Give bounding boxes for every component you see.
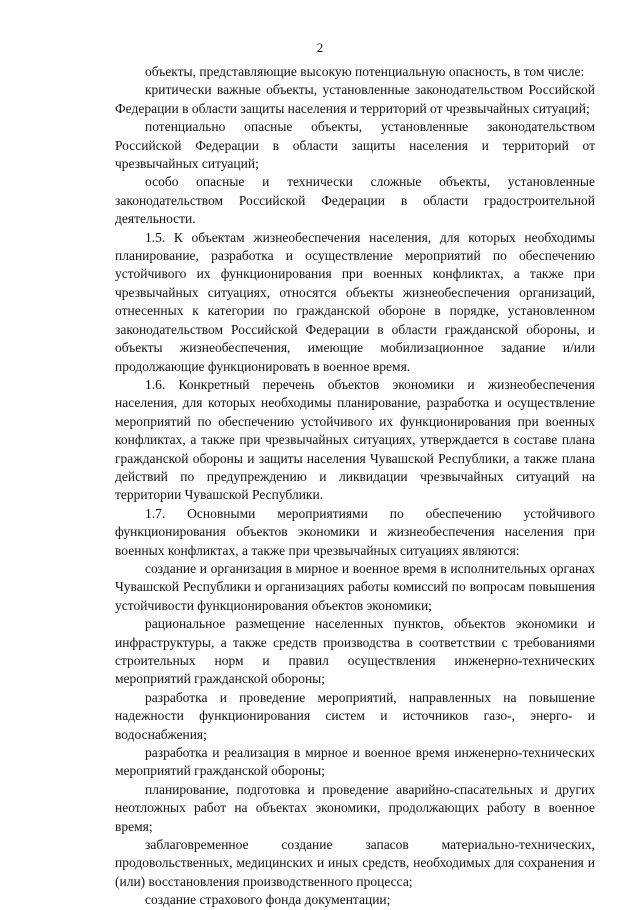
paragraph: 1.5. К объектам жизнеобеспечения населения, для которых необходимы планирование, разработка и осуществление мероприятий по обеспечению устойчивого их функционирования при военных конфликтах, а также при чрезвычайных ситуациях, относятся объекты жизнеобеспечения организаций, отнесенных к категории по гражданской обороне в порядке, установленном законодательством Российской Федерации в области гражданской обороны, и объекты жизнеобеспечения, имеющие мобилизационное задание и/или продолжающие функционировать в военное время. [115,229,595,374]
paragraph: планирование, подготовка и проведение аварийно-спасательных и других неотложных работ на объектах экономики, продолжающих работу в военное время; [115,781,595,834]
paragraph: создание и организация в мирное и военное время в исполнительных органах Чувашской Республики и организациях работы комиссий по вопросам повышения устойчивости функционирования объектов экономики; [115,560,595,613]
paragraph: 1.7. Основными мероприятиями по обеспечению устойчивого функционирования объектов экономики и жизнеобеспечения населения при военных конфликтах, а также при чрезвычайных ситуациях являются: [115,505,595,558]
document-body [115,63,595,910]
paragraph: объекты, представляющие высокую потенциальную опасность, в том числе: [145,64,585,79]
paragraph: особо опасные и технически сложные объекты, установленные законодательством Российской Федерации в области градостроительной деятельности. [115,174,595,227]
paragraph: заблаговременное создание запасов материально-технических, продовольственных, медицинских и иных средств, необходимых для сохранения и (или) восстановления производственного процесса; [115,837,595,889]
paragraph: критически важные объекты, установленные законодательством Российской Федерации в области защиты населения и территорий от чрезвычайных ситуаций; [115,82,595,116]
paragraph: разработка и проведение мероприятий, направленных на повышение надежности функционирования систем и источников газо-, энерго- и водоснабжения; [115,689,595,742]
paragraph: рациональное размещение населенных пунктов, объектов экономики и инфраструктуры, а также средств производства в соответствии с требованиями строительных норм и правил осуществления инженерно-технических мероприятий гражданской обороны; [115,616,595,687]
paragraph: разработка и реализация в мирное и военное время инженерно-технических мероприятий гражданской обороны; [115,745,595,779]
paragraph: 1.6. Конкретный перечень объектов экономики и жизнеобеспечения населения, для которых необходимы планирование, разработка и осуществление мероприятий по обеспечению устойчивого их функционирования при военных конфликтах, а также при чрезвычайных ситуациях, утверждается в составе плана гражданской обороны и защиты населения Чувашской Республики, а также плана действий по предупреждению и ликвидации чрезвычайных ситуаций на территории Чувашской Республики. [115,376,595,503]
page-number: 2 [316,40,324,55]
paragraph: создание страхового фонда документации; [145,892,391,908]
paragraph: потенциально опасные объекты, установленные законодательством Российской Федерации в области защиты населения и территорий от чрезвычайных ситуаций; [115,119,595,172]
